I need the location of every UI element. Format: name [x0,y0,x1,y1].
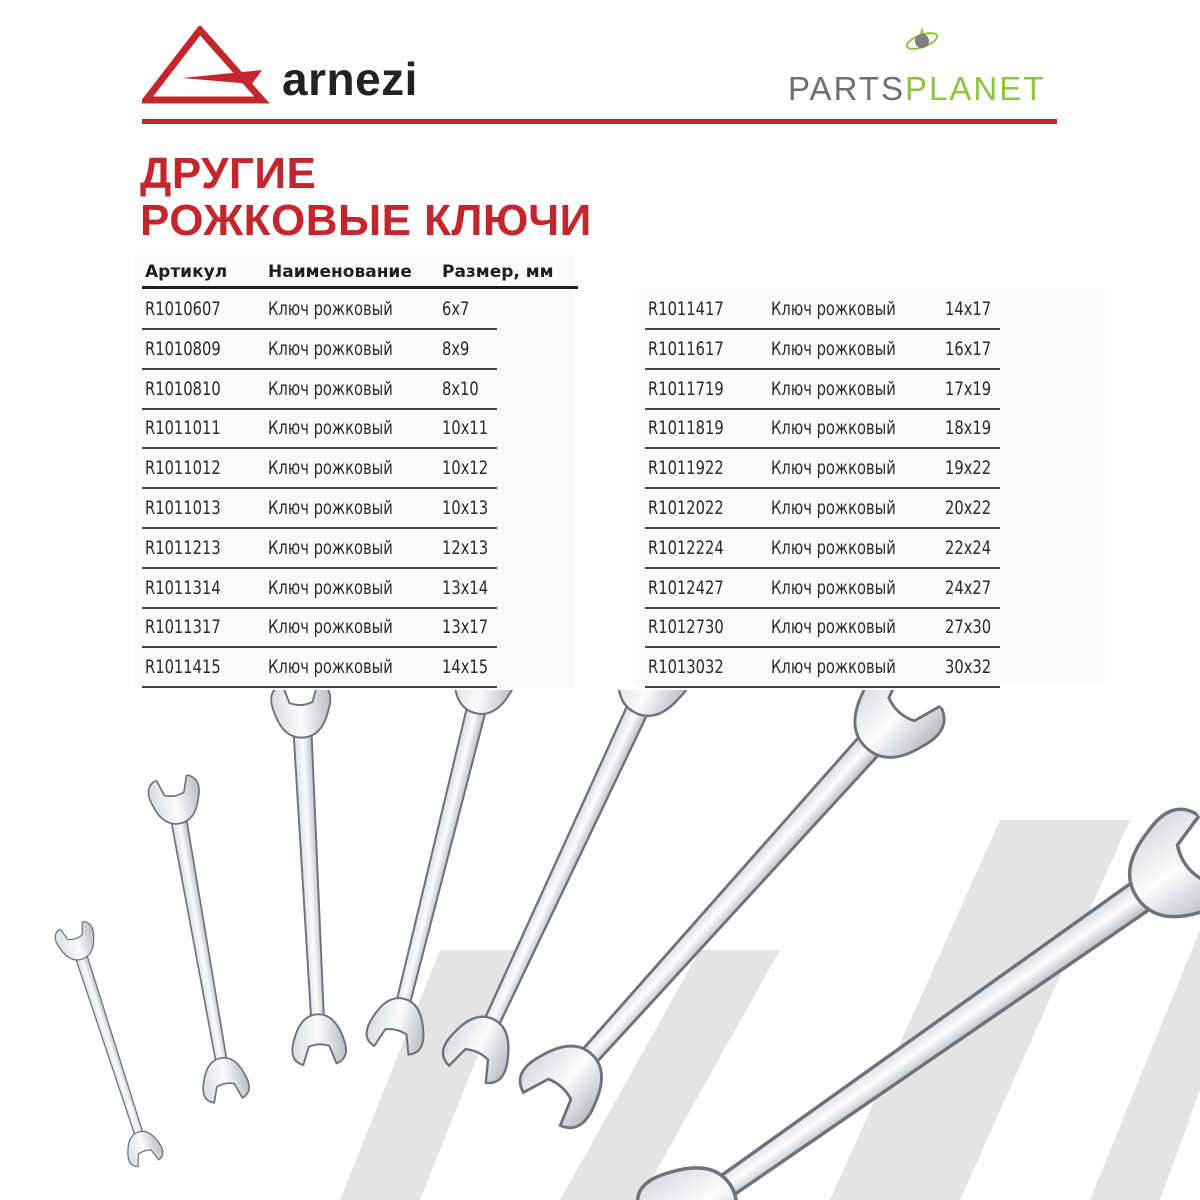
table-row [142,330,582,370]
cell-name: Ключ рожковый [771,298,896,320]
cell-size: 12x13 [442,536,489,559]
cell-article: R1010607 [145,298,221,320]
cell-name: Ключ рожковый [771,497,896,519]
table-row [142,290,582,330]
spec-table-left [142,262,582,692]
cell-size: 13x17 [442,616,489,639]
table-row [645,370,1015,410]
cell-size: 10x11 [442,417,489,440]
cell-name: Ключ рожковый [268,457,393,480]
page-title-line1: ДРУГИЕ [140,149,317,198]
cell-name: Ключ рожковый [268,656,393,679]
cell-article: R1011617 [648,337,724,360]
cell-size: 19x22 [945,457,992,480]
cell-article: R1011922 [648,457,724,480]
cell-article: R1011314 [145,576,221,599]
table-row [645,608,1015,648]
cell-article: R1011719 [648,377,724,400]
cell-article: R1013032 [648,656,724,679]
cell-name: Ключ рожковый [771,656,896,679]
table-row [142,409,582,449]
cell-name: Ключ рожковый [771,337,896,360]
cell-article: R1012427 [648,576,724,599]
cell-article: R1011012 [145,457,221,480]
cell-name: Ключ рожковый [268,576,393,599]
table-row [142,529,582,569]
cell-size: 8x10 [442,377,479,400]
table-row [142,608,582,648]
cell-size: 27x30 [945,616,992,639]
cell-article: R1011317 [145,616,221,639]
header-article: Артикул [145,262,228,282]
cell-name: Ключ рожковый [268,497,393,519]
cell-article: R1012730 [648,616,724,639]
partsplanet-parts-text: PARTS [788,70,905,107]
cell-size: 14x17 [945,298,992,320]
partsplanet-planet-text: PLANET [904,70,1046,107]
cell-name: Ключ рожковый [268,298,393,320]
cell-article: R1010809 [145,337,221,360]
header-name: Наименование [268,262,412,282]
cell-name: Ключ рожковый [771,616,896,639]
cell-article: R1010810 [145,377,221,400]
cell-name: Ключ рожковый [771,536,896,559]
cell-article: R1011415 [145,656,221,679]
cell-size: 18x19 [945,417,992,440]
header-size: Размер, мм [442,262,554,282]
table-row [645,290,1015,330]
table-row [142,489,582,529]
cell-article: R1012224 [648,536,724,559]
table-row [142,449,582,489]
cell-name: Ключ рожковый [771,457,896,480]
cell-size: 17x19 [945,377,992,400]
cell-name: Ключ рожковый [268,377,393,400]
cell-name: Ключ рожковый [268,337,393,360]
cell-name: Ключ рожковый [771,377,896,400]
cell-size: 6x7 [442,298,470,320]
cell-article: R1011213 [145,536,221,559]
wrench-10x11 [270,690,349,1066]
page-title-line2: РОЖКОВЫЕ КЛЮЧИ [140,196,592,245]
cell-article: R1011013 [145,497,221,519]
wrench-8x9 [146,773,253,1105]
spec-table-right [645,292,1015,692]
table-row [645,489,1015,529]
arnezi-logo-text: arnezi [282,53,418,105]
cell-name: Ключ рожковый [268,417,393,440]
header-divider [142,119,1057,124]
wrench-6x7 [53,919,167,1169]
cell-size: 16x17 [945,337,992,360]
table-row [142,370,582,410]
cell-size: 14x15 [442,656,489,679]
table-row [645,449,1015,489]
cell-size: 22x24 [945,536,992,559]
cell-size: 8x9 [442,337,470,360]
cell-article: R1011417 [648,298,724,320]
cell-article: R1012022 [648,497,724,519]
row-divider [645,686,1000,688]
partsplanet-logo-text [788,70,1045,108]
cell-size: 10x12 [442,457,489,480]
cell-size: 13x14 [442,576,489,599]
cell-size: 10x13 [442,497,489,519]
table-row [645,409,1015,449]
cell-size: 24x27 [945,576,992,599]
cell-name: Ключ рожковый [771,417,896,440]
table-row [645,529,1015,569]
table-row [142,648,582,688]
cell-size: 20x22 [945,497,992,519]
row-divider [142,686,497,688]
table-row [645,648,1015,688]
table-row [142,569,582,609]
cell-name: Ключ рожковый [268,616,393,639]
cell-article: R1011819 [648,417,724,440]
table-row [645,569,1015,609]
wrench-set-photo [0,690,1200,1200]
cell-size: 30x32 [945,656,992,679]
cell-article: R1011011 [145,417,221,440]
cell-name: Ключ рожковый [268,536,393,559]
cell-name: Ключ рожковый [771,576,896,599]
partsplanet-globe-icon [902,25,942,57]
table-row [645,330,1015,370]
